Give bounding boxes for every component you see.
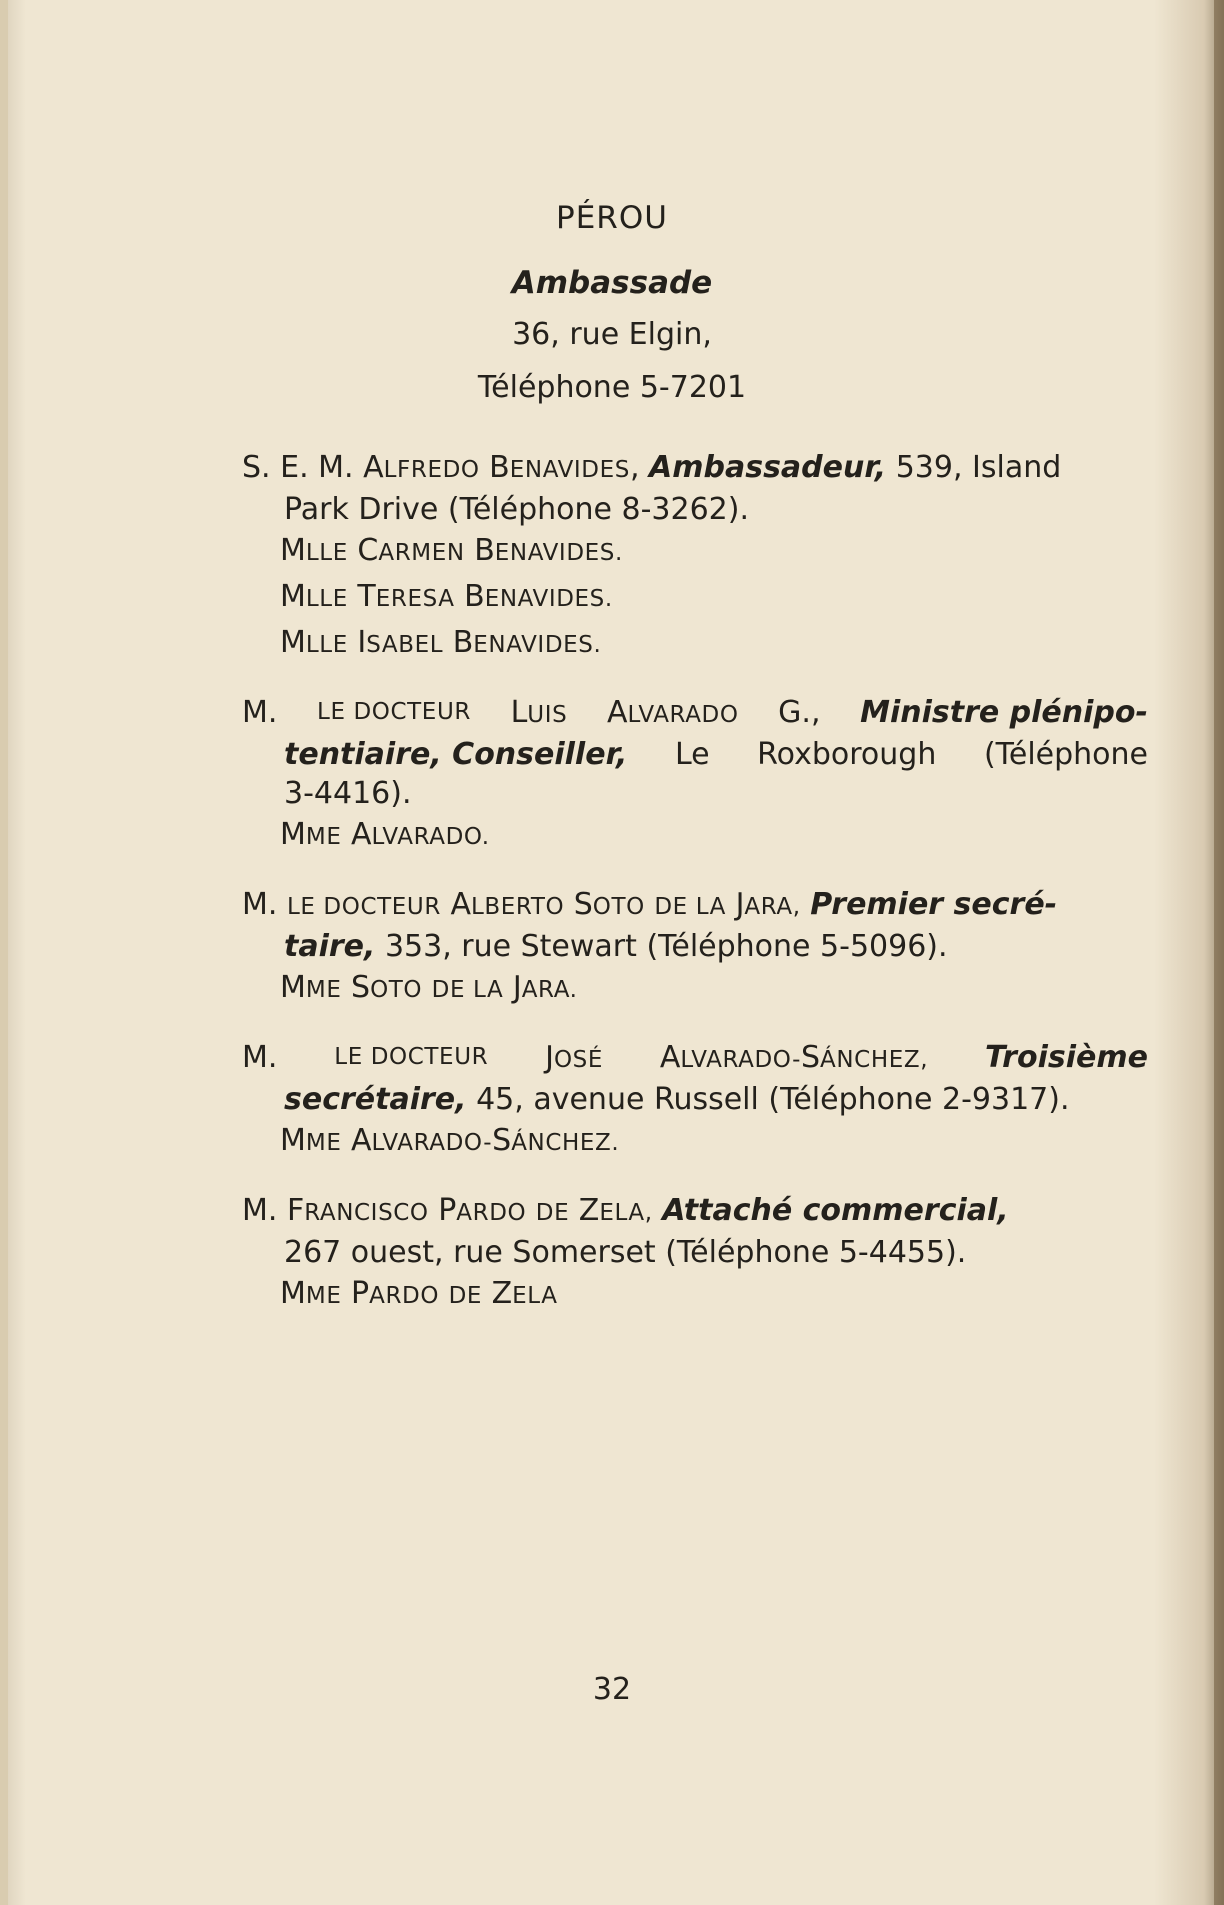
name-initial: S: [573, 887, 593, 922]
name-initial: P: [438, 1193, 457, 1228]
staff-entry-minister: [242, 693, 1148, 859]
name-rest: ENAVIDES.: [494, 540, 623, 566]
name-rest: LVARADO-: [371, 1130, 493, 1156]
name-rest: ME: [305, 1283, 342, 1309]
name-rest: ENAVIDES.: [473, 632, 602, 658]
name-initial: A: [450, 887, 471, 922]
entry-continuation: 267 ouest, rue Somerset (Téléphone 5-4455).: [284, 1235, 967, 1270]
staff-title: Ambassadeur,: [649, 450, 887, 485]
name-initial: Z: [491, 1276, 513, 1311]
staff-entry-third-secretary: [242, 1038, 1148, 1165]
name-initial: M: [280, 533, 306, 568]
name-initial: M: [280, 817, 306, 852]
name-initial: A: [351, 1123, 372, 1158]
name-rest: ELA: [512, 1283, 558, 1309]
staff-title: Troisième: [985, 1040, 1148, 1075]
page-number: 32: [592, 1672, 632, 1707]
name-particle: DE LA: [431, 977, 504, 1003]
name-rest: SABEL: [366, 632, 444, 658]
staff-title: tentiaire, Conseiller,: [284, 737, 628, 772]
name-initial: M: [280, 579, 306, 614]
name-rest: ARA,: [744, 894, 801, 920]
name-rest: ME: [305, 977, 342, 1003]
address-text: 45, avenue Russell (Téléphone 2-9317).: [476, 1082, 1070, 1117]
mission-type: Ambassade: [511, 265, 713, 301]
entry-continuation: 3-4416).: [284, 776, 412, 811]
academic-prefix: LE DOCTEUR: [286, 894, 441, 920]
honorific: S. E. M.: [242, 450, 354, 485]
address-text: 353, rue Stewart (Téléphone 5-5096).: [384, 929, 948, 964]
name-initial: A: [606, 695, 628, 730]
country-heading: PÉROU: [556, 200, 668, 236]
name-initial: M: [280, 625, 306, 660]
name-initial: M: [280, 1123, 306, 1158]
person-name: [545, 1038, 603, 1080]
spouse: [242, 1119, 1148, 1165]
name-initial: C: [357, 533, 379, 568]
name-initial: A: [363, 450, 384, 485]
name-rest: OSÉ: [553, 1047, 603, 1073]
person-name: [660, 1038, 928, 1080]
address-text: Roxborough: [757, 737, 937, 772]
name-particle: DE LA: [654, 894, 727, 920]
embassy-address: 36, rue Elgin,: [512, 317, 712, 352]
spouse: [242, 1272, 1148, 1318]
name-initial: J: [545, 1040, 554, 1075]
staff-list: [242, 448, 1148, 1344]
address-text: 539, Island: [895, 450, 1062, 485]
entry-line: [242, 1038, 1148, 1080]
staff-title: Ministre plénipo-: [860, 695, 1148, 730]
honorific: M.: [242, 1193, 278, 1228]
spouse: [242, 813, 1148, 859]
name-suffix: G.,: [778, 695, 821, 730]
name-initial: M: [280, 1276, 306, 1311]
name-rest: ARDO: [369, 1283, 440, 1309]
entry-continuation: [242, 927, 1148, 966]
entry-line: [242, 1191, 1148, 1233]
name-initial: Z: [578, 1193, 600, 1228]
honorific: M.: [242, 887, 278, 922]
name-rest: ARDO: [456, 1200, 527, 1226]
academic-prefix: LE DOCTEUR: [334, 1044, 489, 1070]
spouse: [242, 966, 1148, 1012]
name-initial: M: [280, 970, 306, 1005]
name-rest: LBERTO: [470, 894, 565, 920]
name-initial: T: [357, 579, 376, 614]
name-rest: ARA.: [521, 977, 578, 1003]
entry-line: [242, 693, 1148, 735]
staff-title: Attaché commercial,: [662, 1193, 1009, 1228]
entry-line: S. E. M. ALFREDO BENAVIDES, Ambassadeur, 539, Island: [242, 450, 1062, 485]
academic-prefix: LE DOCTEUR: [317, 699, 471, 725]
name-initial: P: [351, 1276, 370, 1311]
name-initial: A: [351, 817, 372, 852]
embassy-phone: Téléphone 5-7201: [477, 370, 747, 405]
name-rest: LFREDO: [383, 457, 480, 483]
name-initial: B: [464, 579, 485, 614]
name-rest: ENAVIDES.: [484, 586, 613, 612]
name-initial: B: [452, 625, 474, 660]
name-particle: DE: [535, 1200, 570, 1226]
name-rest: LVARADO.: [371, 824, 490, 850]
entry-continuation: Park Drive (Téléphone 8-3262).: [284, 492, 749, 527]
staff-title: secrétaire,: [284, 1082, 467, 1117]
name-initial: J: [512, 970, 522, 1005]
name-initial: S: [492, 1123, 512, 1158]
name-initial: S: [801, 1040, 821, 1075]
staff-title: taire,: [284, 929, 376, 964]
name-initial: A: [659, 1040, 681, 1075]
address-text: Le: [674, 737, 710, 772]
name-rest: ÁNCHEZ.: [511, 1130, 620, 1156]
name-rest: LVARADO: [627, 702, 739, 728]
person-name: [511, 693, 568, 735]
name-initial: B: [489, 450, 510, 485]
address-text: (Téléphone: [983, 737, 1148, 772]
name-initial: B: [474, 533, 495, 568]
name-rest: OTO: [592, 894, 645, 920]
person-name: [607, 693, 739, 735]
entry-continuation: [242, 1080, 1148, 1119]
name-particle: DE: [448, 1283, 483, 1309]
family-member: [242, 529, 1148, 575]
staff-entry-first-secretary: [242, 885, 1148, 1012]
staff-entry-commercial-attache: [242, 1191, 1148, 1318]
honorific: M.: [242, 1040, 278, 1075]
staff-entry-ambassador: [242, 448, 1148, 667]
name-rest: ME: [305, 824, 342, 850]
name-initial: J: [735, 887, 745, 922]
family-member: [242, 575, 1148, 621]
name-initial: S: [351, 970, 371, 1005]
honorific: M.: [242, 695, 278, 730]
name-rest: ARMEN: [378, 540, 465, 566]
name-rest: LVARADO-: [680, 1047, 801, 1073]
name-rest: ENAVIDES: [509, 457, 630, 483]
name-rest: ELA,: [599, 1200, 653, 1226]
name-initial: F: [286, 1193, 305, 1228]
entry-line: [242, 885, 1148, 927]
name-initial: I: [357, 625, 367, 660]
staff-title: Premier secré-: [810, 887, 1058, 922]
family-member: [242, 621, 1148, 667]
name-rest: UIS: [527, 702, 568, 728]
name-rest: ÁNCHEZ,: [820, 1047, 929, 1073]
name-rest: ME: [305, 1130, 342, 1156]
name-rest: LLE: [305, 632, 348, 658]
name-rest: LLE: [305, 540, 348, 566]
name-rest: LLE: [305, 586, 348, 612]
name-rest: ERESA: [375, 586, 455, 612]
entry-continuation: [242, 735, 1148, 774]
name-rest: OTO: [370, 977, 423, 1003]
name-rest: RANCISCO: [304, 1200, 429, 1226]
name-initial: L: [510, 695, 528, 730]
